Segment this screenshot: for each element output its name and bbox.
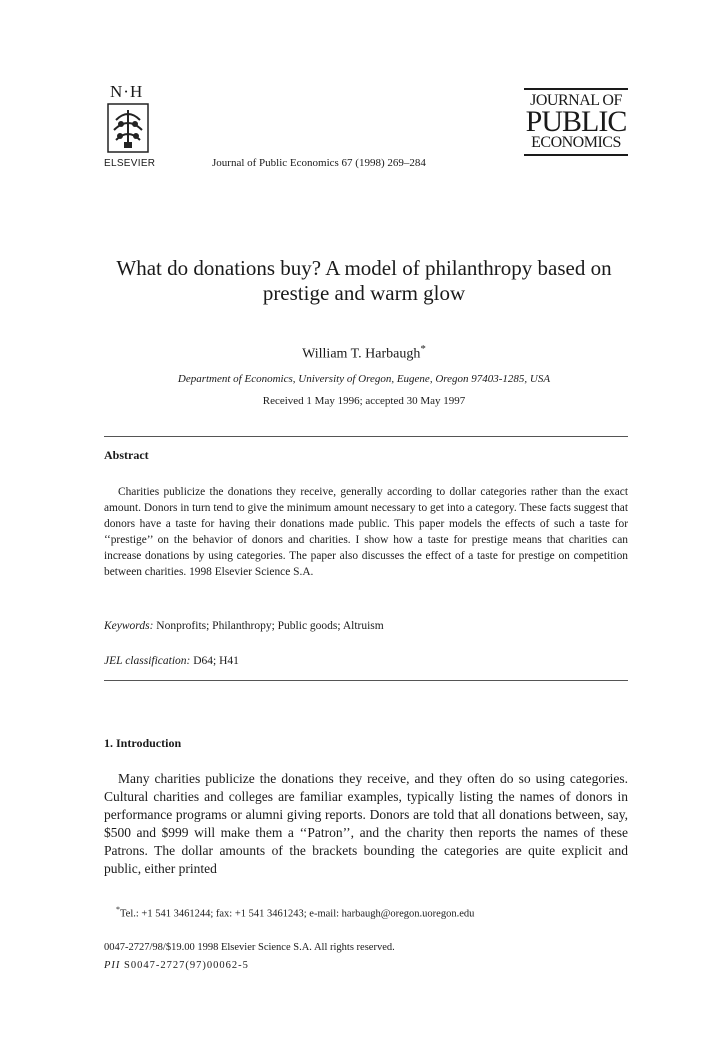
publisher-mark: N·H [110,82,144,101]
issn-copyright: 0047-2727/98/$19.00 1998 Elsevier Science S.A. All rights reserved. [104,942,395,953]
publisher-name: ELSEVIER [104,158,156,169]
footnote-text: Tel.: +1 541 3461244; fax: +1 541 3461243; e-mail: harbaugh@oregon.uoregon.edu [120,908,475,920]
keywords-label: Keywords: [104,620,154,632]
divider-bottom [104,680,628,681]
introduction-heading: 1. Introduction [104,736,182,750]
journal-logo [524,88,628,156]
jel-value: D64; H41 [193,655,239,667]
footnote-mark: * [116,905,120,914]
journal-logo-line3: ECONOMICS [531,134,621,151]
divider-top [104,436,628,437]
elsevier-tree-logo [106,102,150,154]
journal-logo-line2: PUBLIC [525,105,627,138]
author-footnote [116,905,474,920]
keywords-value: Nonprofits; Philanthropy; Public goods; Altruism [156,620,384,632]
introduction-text: Many charities publicize the donations they receive, and they often do so using categories. Cultural charities and colleges are familiar examples, typically listing the names of donors in performance programs or alumni giving reports. Donors are told that all donations between, say, $500 and $999 will make them a ‘‘Patron’’, and the charity then reports the names of these Patrons. The dollar amounts of the brackets bounding the categories are quite explicit and public, either printed [104,771,628,876]
article-title: What do donations buy? A model of philanthropy based on prestige and warm glow [116,256,612,305]
jel-classification [104,655,239,667]
pii-line [104,960,249,971]
author-line [100,343,628,363]
journal-citation: Journal of Public Economics 67 (1998) 269–284 [212,157,426,169]
abstract-text: Charities publicize the donations they receive, generally according to dollar categories rather than the exact amount. Donors in turn tend to give the minimum amount necessary to get into a category. These facts suggest that donors have a taste for having their donations made public. This paper models the effects of such a taste for ‘‘prestige’’ on the behavior of donors and charities. I show how a taste for prestige means that charities can increase donations by using categories. The paper also discusses the effect of a taste for prestige on competition between charities. 1998 Elsevier Science S.A. [104,486,628,578]
affiliation: Department of Economics, University of Oregon, Eugene, Oregon 97403-1285, USA [177,373,551,385]
pii-label: PII [104,960,121,971]
journal-logo-line1: JOURNAL OF [530,92,622,109]
abstract-heading: Abstract [104,448,149,462]
received-dates: Received 1 May 1996; accepted 30 May 1997 [262,395,466,407]
keywords [104,620,384,632]
pii-value: S0047-2727(97)00062-5 [124,960,249,971]
author-footnote-mark: * [420,343,426,355]
jel-label: JEL classification: [104,655,191,667]
author-name: William T. Harbaugh [302,346,421,362]
